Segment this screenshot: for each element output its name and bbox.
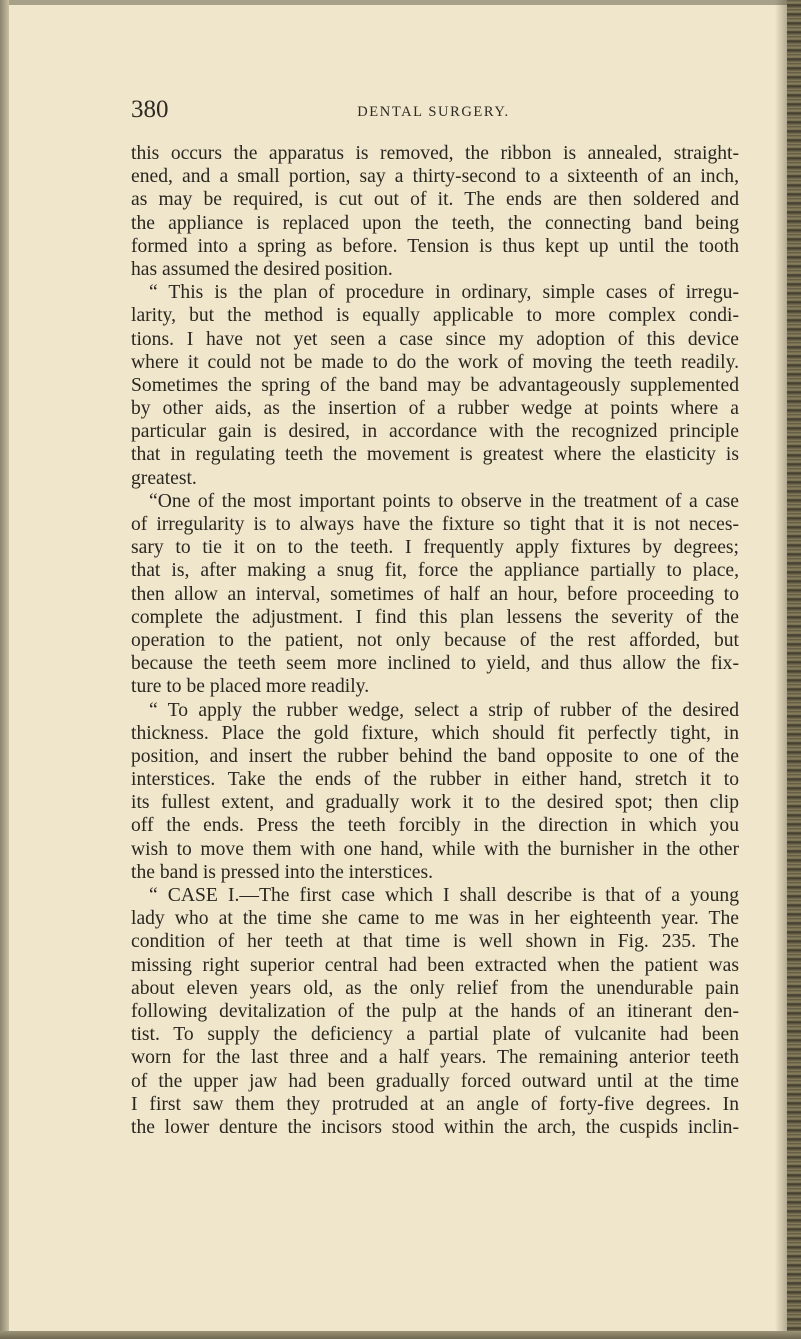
text-line: as may be required, is cut out of it. The ends are then soldered and bbox=[131, 189, 739, 211]
text-line: where it could not be made to do the work of moving the teeth readily. bbox=[131, 351, 739, 373]
text-line: sary to tie it on to the teeth. I frequently apply fixtures by degrees; bbox=[131, 537, 739, 559]
text-line: its fullest extent, and gradually work it to the desired spot; then clip bbox=[131, 792, 739, 814]
text-line: Sometimes the spring of the band may be advantageously supplemented bbox=[131, 374, 739, 396]
text-line: greatest. bbox=[131, 467, 197, 489]
page-header bbox=[131, 92, 736, 132]
running-head: DENTAL SURGERY. bbox=[357, 104, 510, 120]
text-line: missing right superior central had been extracted when the patient was bbox=[131, 954, 739, 976]
text-line: “ This is the plan of procedure in ordinary, simple cases of irregu- bbox=[149, 282, 739, 304]
text-line: ture to be placed more readily. bbox=[131, 676, 370, 698]
text-line: that in regulating teeth the movement is greatest where the elasticity is bbox=[131, 444, 739, 466]
binding-edge bbox=[0, 0, 9, 1339]
text-line: this occurs the apparatus is removed, the ribbon is annealed, straight- bbox=[131, 143, 739, 164]
text-line: thickness. Place the gold fixture, which should fit perfectly tight, in bbox=[131, 722, 739, 744]
text-line: then allow an interval, sometimes of half an hour, before proceeding to bbox=[131, 583, 739, 605]
text-line: “ To apply the rubber wedge, select a strip of rubber of the desired bbox=[149, 699, 739, 721]
text-line: interstices. Take the ends of the rubber in either hand, stretch it to bbox=[131, 769, 739, 791]
text-line: tions. I have not yet seen a case since my adoption of this device bbox=[131, 328, 739, 350]
text-line: wish to move them with one hand, while with the burnisher in the other bbox=[131, 838, 739, 860]
text-line: complete the adjustment. I find this plan lessens the severity of the bbox=[131, 606, 739, 628]
text-line: of irregularity is to always have the fixture so tight that it is not neces- bbox=[131, 514, 739, 535]
body-text bbox=[131, 142, 739, 1139]
text-line: formed into a spring as before. Tension is thus kept up until the tooth bbox=[131, 235, 739, 257]
text-line: operation to the patient, not only because of the rest afforded, but bbox=[131, 629, 739, 651]
text-line: I first saw them they protruded at an angle of forty-five degrees. In bbox=[131, 1093, 739, 1115]
gutter-shadow bbox=[775, 0, 787, 1339]
text-line: by other aids, as the insertion of a rubber wedge at points where a bbox=[131, 398, 739, 420]
text-line: has assumed the desired position. bbox=[131, 258, 393, 280]
text-line: the band is pressed into the interstices. bbox=[131, 861, 434, 883]
page-number: 380 bbox=[131, 96, 169, 123]
text-line: the appliance is replaced upon the teeth, the connecting band being bbox=[131, 212, 739, 234]
text-line: tist. To supply the deficiency a partial plate of vulcanite had been bbox=[131, 1024, 739, 1046]
text-line: condition of her teeth at that time is well shown in Fig. 235. The bbox=[131, 931, 739, 953]
text-line: because the teeth seem more inclined to yield, and thus allow the fix- bbox=[131, 653, 739, 675]
top-edge bbox=[0, 0, 801, 5]
text-line: that is, after making a snug fit, force the appliance partially to place, bbox=[131, 560, 739, 582]
text-line: off the ends. Press the teeth forcibly in the direction in which you bbox=[131, 815, 739, 837]
bottom-edge bbox=[0, 1331, 801, 1339]
text-line: of the upper jaw had been gradually forced outward until at the time bbox=[131, 1070, 739, 1092]
text-line: worn for the last three and a half years. The remaining anterior teeth bbox=[131, 1047, 739, 1069]
text-line: ened, and a small portion, say a thirty-second to a sixteenth of an inch, bbox=[131, 166, 739, 188]
text-line: the lower denture the incisors stood within the arch, the cuspids inclin- bbox=[131, 1116, 739, 1138]
text-line: particular gain is desired, in accordance with the recognized principle bbox=[131, 421, 739, 443]
fore-edge bbox=[787, 0, 801, 1339]
text-line: position, and insert the rubber behind the band opposite to one of the bbox=[131, 745, 739, 767]
text-line: following devitalization of the pulp at the hands of an itinerant den- bbox=[131, 1000, 739, 1022]
text-line: “One of the most important points to observe in the treatment of a case bbox=[149, 490, 739, 512]
text-line: “ CASE I.—The first case which I shall describe is that of a young bbox=[149, 885, 739, 906]
text-line: larity, but the method is equally applicable to more complex condi- bbox=[131, 305, 739, 327]
text-line: lady who at the time she came to me was in her eighteenth year. The bbox=[131, 908, 739, 930]
text-line: about eleven years old, as the only relief from the unendurable pain bbox=[131, 977, 739, 999]
